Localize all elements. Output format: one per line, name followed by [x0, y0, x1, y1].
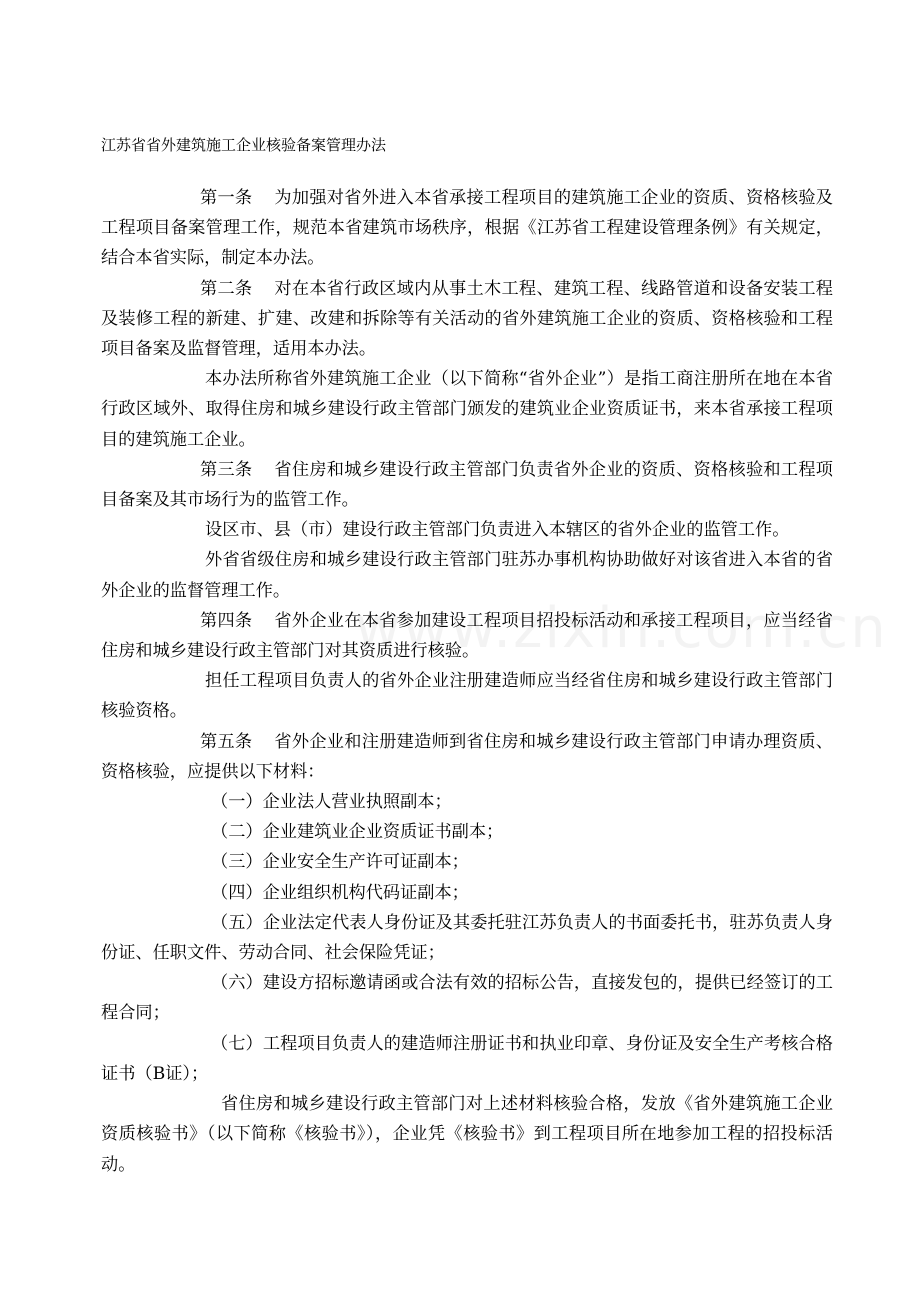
material-item-1: （一）企业法人营业执照副本；	[211, 792, 452, 813]
article-2-text: 对在本省行政区域内从事土木工程、建筑工程、线路管道和设备安装工程及装修工程的新建、扩建、改建和拆除等有关活动的省外建筑施工企业的资质、资格核验和工程项目备案及监督管理，适用本办法。	[101, 278, 833, 360]
article-2-definition-paragraph: 本办法所称省外建筑施工企业（以下简称“省外企业”）是指工商注册所在地在本省行政区域外、取得住房和城乡建设行政主管部门颁发的建筑业企业资质证书，来本省承接工程项目的建筑施工企业。	[101, 369, 833, 450]
article-2-paragraph	[101, 274, 833, 365]
article-5-label: 第五条	[200, 731, 253, 752]
article-4-builder-paragraph: 担任工程项目负责人的省外企业注册建造师应当经省住房和城乡建设行政主管部门核验资格。	[101, 671, 833, 722]
material-item-2: （二）企业建筑业企业资质证书副本；	[211, 822, 504, 843]
material-item-6: （六）建设方招标邀请函或合法有效的招标公告，直接发包的，提供已经签订的工程合同；	[101, 973, 833, 1024]
article-5-text: 省外企业和注册建造师到省住房和城乡建设行政主管部门申请办理资质、资格核验，应提供以下材料：	[101, 731, 833, 782]
article-4-text: 省外企业在本省参加建设工程项目招投标活动和承接工程项目，应当经省住房和城乡建设行政主管部门对其资质进行核验。	[101, 610, 833, 662]
document-title: 江苏省省外建筑施工企业核验备案管理办法	[101, 136, 387, 154]
document-body	[101, 183, 833, 1180]
article-3-office-paragraph: 外省省级住房和城乡建设行政主管部门驻苏办事机构协助做好对该省进入本省的省外企业的监督管理工作。	[101, 550, 833, 601]
article-4-paragraph	[101, 606, 833, 666]
article-5-paragraph	[101, 727, 833, 787]
verification-result-paragraph: 省住房和城乡建设行政主管部门对上述材料核验合格，发放《省外建筑施工企业资质核验书》（以下简称《核验书》），企业凭《核验书》到工程项目所在地参加工程的招投标活动。	[101, 1094, 833, 1175]
article-3-paragraph	[101, 455, 833, 515]
article-3-text: 省住房和城乡建设行政主管部门负责省外企业的资质、资格核验和工程项目备案及其市场行为的监管工作。	[101, 459, 833, 511]
material-item-5: （五）企业法定代表人身份证及其委托驻江苏负责人的书面委托书，驻苏负责人身份证、任职文件、劳动合同、社会保险凭证；	[101, 912, 833, 964]
material-item-7: （七）工程项目负责人的建造师注册证书和执业印章、身份证及安全生产考核合格证书（B证）；	[101, 1033, 833, 1084]
material-item-3: （三）企业安全生产许可证副本；	[211, 852, 469, 873]
article-3-label: 第三条	[200, 459, 253, 480]
article-3-city-paragraph: 设区市、县（市）建设行政主管部门负责进入本辖区的省外企业的监管工作。	[205, 520, 790, 541]
article-4-label: 第四条	[200, 610, 253, 631]
article-1-paragraph	[101, 183, 833, 274]
article-1-text: 为加强对省外进入本省承接工程项目的建筑施工企业的资质、资格核验及工程项目备案管理工作，规范本省建筑市场秩序，根据《江苏省工程建设管理条例》有关规定，结合本省实际，制定本办法。	[101, 188, 833, 269]
article-2-label: 第二条	[200, 278, 253, 299]
material-item-4: （四）企业组织机构代码证副本；	[211, 882, 469, 903]
article-1-label: 第一条	[200, 188, 253, 208]
